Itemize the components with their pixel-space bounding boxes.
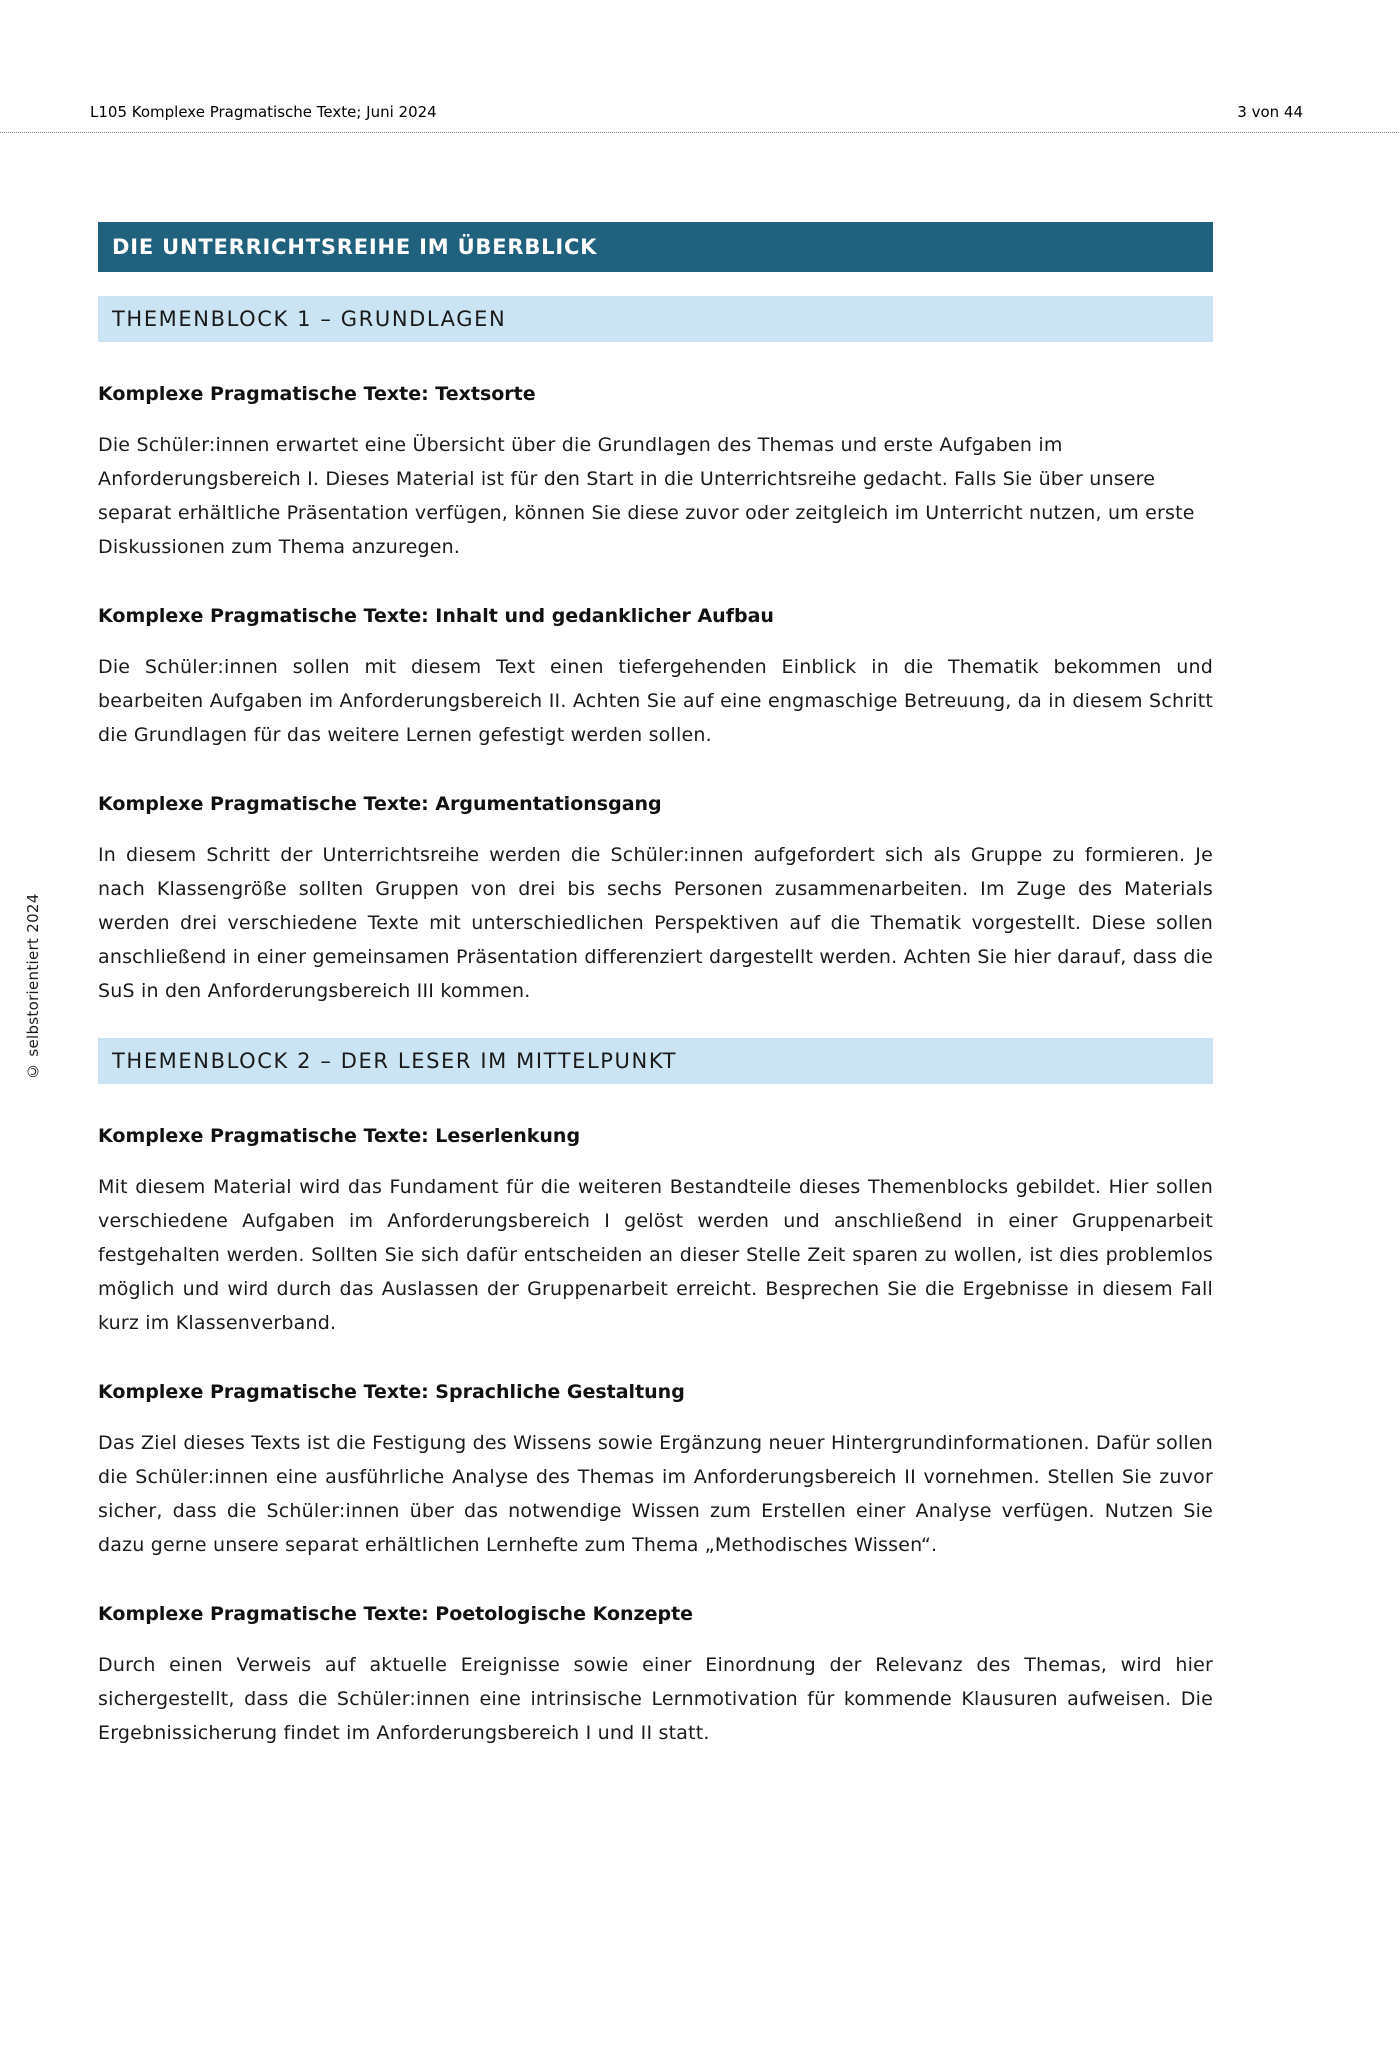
header-document-title: L105 Komplexe Pragmatische Texte; Juni 2024 — [90, 103, 437, 121]
section-paragraph-sprachliche-gestaltung: Das Ziel dieses Texts ist die Festigung des Wissens sowie Ergänzung neuer Hintergrundinformationen. Dafür sollen die Schüler:innen eine ausführliche Analyse des Themas im Anforderungsbereich II vornehmen. Stellen Sie zuvor sicher, dass die Schüler:innen über das notwendige Wissen zum Erstellen einer Analyse verfügen. Nutzen Sie dazu gerne unsere separat erhältlichen Lernhefte zum Thema „Methodisches Wissen“. — [98, 1432, 1213, 1556]
section-heading-poetologische-konzepte: Komplexe Pragmatische Texte: Poetologische Konzepte — [98, 1603, 694, 1625]
themenblock-2-banner — [98, 1038, 1213, 1084]
section-paragraph-argumentationsgang: In diesem Schritt der Unterrichtsreihe werden die Schüler:innen aufgefordert sich als Gruppe zu formieren. Je nach Klassengröße sollten Gruppen von drei bis sechs Personen zusammenarbeiten. Im Zuge des Materials werden drei verschiedene Texte mit unterschiedlichen Perspektiven auf die Thematik vorgestellt. Diese sollen anschließend in einer gemeinsamen Präsentation differenziert dargestellt werden. Achten Sie hier darauf, dass die SuS in den Anforderungsbereich III kommen. — [98, 844, 1213, 1002]
section-paragraph-inhalt-aufbau: Die Schüler:innen sollen mit diesem Text einen tiefergehenden Einblick in die Thematik bekommen und bearbeiten Aufgaben im Anforderungsbereich II. Achten Sie auf eine engmaschige Betreuung, da in diesem Schritt die Grundlagen für das weitere Lernen gefestigt werden sollen. — [98, 656, 1213, 746]
section-heading-argumentationsgang: Komplexe Pragmatische Texte: Argumentationsgang — [98, 793, 662, 815]
copyright-vertical-label: © selbstorientiert 2024 — [24, 893, 42, 1080]
overview-title-banner — [98, 222, 1213, 272]
section-paragraph-poetologische-konzepte: Durch einen Verweis auf aktuelle Ereignisse sowie einer Einordnung der Relevanz des Themas, wird hier sichergestellt, dass die Schüler:innen eine intrinsische Lernmotivation für kommende Klausuren aufweisen. Die Ergebnissicherung findet im Anforderungsbereich I und II statt. — [98, 1654, 1213, 1744]
themenblock-1-banner — [98, 296, 1213, 342]
section-heading-sprachliche-gestaltung: Komplexe Pragmatische Texte: Sprachliche Gestaltung — [98, 1381, 685, 1403]
overview-title-text: DIE UNTERRICHTSREIHE IM ÜBERBLICK — [112, 235, 598, 259]
section-paragraph-leserlenkung: Mit diesem Material wird das Fundament für die weiteren Bestandteile dieses Themenblocks gebildet. Hier sollen verschiedene Aufgaben im Anforderungsbereich I gelöst werden und anschließend in einer Gruppenarbeit festgehalten werden. Sollten Sie sich dafür entscheiden an dieser Stelle Zeit sparen zu wollen, ist dies problemlos möglich und wird durch das Auslassen der Gruppenarbeit erreicht. Besprechen Sie die Ergebnisse in diesem Fall kurz im Klassenverband. — [98, 1176, 1213, 1334]
themenblock-2-title: THEMENBLOCK 2 – DER LESER IM MITTELPUNKT — [112, 1049, 677, 1073]
section-paragraph-textsorte: Die Schüler:innen erwartet eine Übersicht über die Grundlagen des Themas und erste Aufgaben im Anforderungsbereich I. Dieses Material ist für den Start in die Unterrichtsreihe gedacht. Falls Sie über unsere separat erhältliche Präsentation verfügen, können Sie diese zuvor oder zeitgleich im Unterricht nutzen, um erste Diskussionen zum Thema anzuregen. — [98, 434, 1195, 558]
themenblock-1-title: THEMENBLOCK 1 – GRUNDLAGEN — [112, 307, 507, 331]
section-heading-inhalt-aufbau: Komplexe Pragmatische Texte: Inhalt und gedanklicher Aufbau — [98, 605, 774, 627]
page-header — [90, 103, 1303, 121]
section-heading-leserlenkung: Komplexe Pragmatische Texte: Leserlenkung — [98, 1125, 581, 1147]
section-heading-textsorte: Komplexe Pragmatische Texte: Textsorte — [98, 383, 536, 405]
page-number: 3 von 44 — [1237, 103, 1303, 121]
header-divider — [0, 132, 1399, 133]
document-content — [98, 222, 1213, 1750]
